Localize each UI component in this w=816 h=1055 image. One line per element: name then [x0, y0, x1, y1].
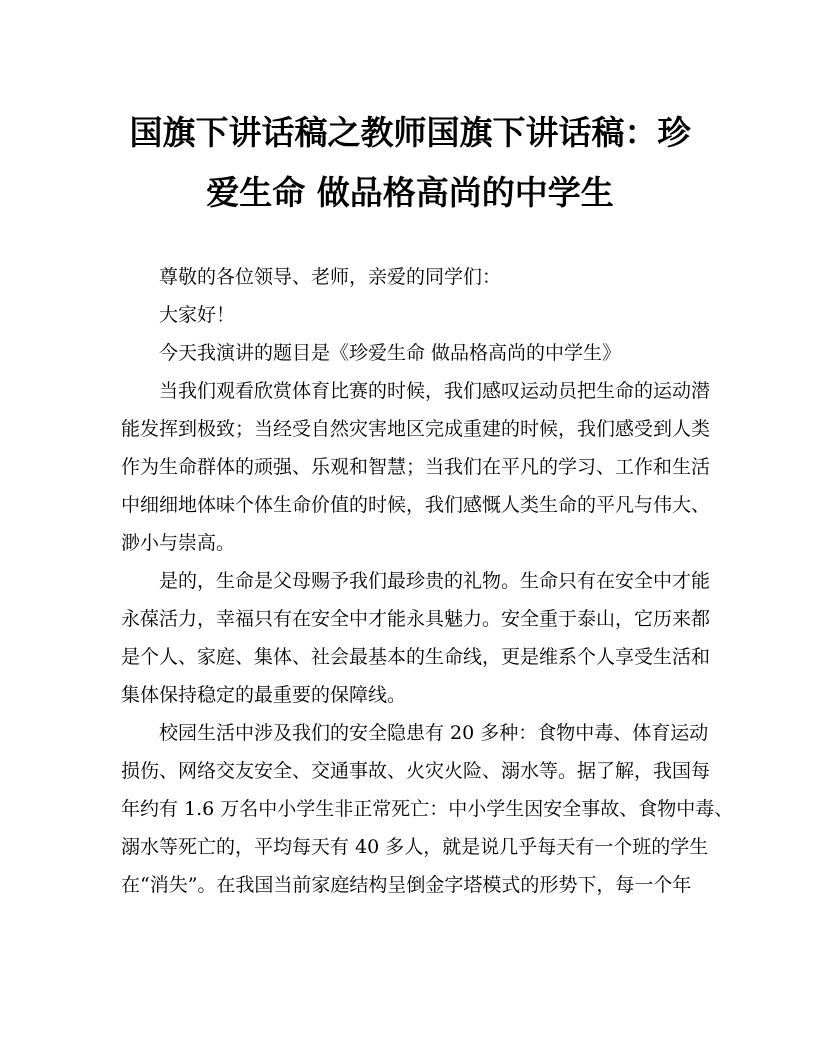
text-line: 当我们观看欣赏体育比赛的时候，我们感叹运动员把生命的运动潜	[159, 380, 711, 402]
text-line: 年约有 1.6 万名中小学生非正常死亡：中小学生因安全事故、食物中毒、	[121, 798, 734, 820]
topic-paragraph	[121, 334, 706, 372]
text-line: 损伤、网络交友安全、交通事故、火灾火险、溺水等。据了解，我国每	[121, 760, 711, 782]
text-line: 集体保持稳定的最重要的保障线。	[121, 684, 407, 706]
body-paragraph	[121, 372, 711, 562]
text-line: 是个人、家庭、集体、社会最基本的生命线，更是维系个人享受生活和	[121, 646, 711, 668]
text-line: 渺小与崇高。	[121, 532, 236, 554]
title-line: 国旗下讲话稿之教师国旗下讲话稿：珍	[129, 113, 691, 152]
text-line: 中细细地体味个体生命价值的时候，我们感慨人类生命的平凡与伟大、	[121, 494, 711, 516]
text-line: 溺水等死亡的，平均每天有 40 多人，就是说几乎每天有一个班的学生	[121, 836, 709, 858]
body-paragraph	[121, 562, 711, 714]
text-line: 在“消失”。在我国当前家庭结构呈倒金字塔模式的形势下，每一个年	[121, 874, 692, 896]
text-line: 大家好！	[159, 304, 236, 326]
title-line: 爱生命 做品格高尚的中学生	[206, 173, 614, 212]
text-line: 尊敬的各位领导、老师，亲爱的同学们：	[159, 266, 502, 288]
body-paragraph	[121, 714, 734, 904]
salutation-paragraph	[121, 258, 706, 296]
document-title	[110, 103, 710, 223]
document-body	[121, 258, 734, 904]
text-line: 能发挥到极致；当经受自然灾害地区完成重建的时候，我们感受到人类	[121, 418, 711, 440]
text-line: 今天我演讲的题目是《珍爱生命 做品格高尚的中学生》	[159, 342, 622, 364]
text-line: 校园生活中涉及我们的安全隐患有 20 多种：食物中毒、体育运动	[159, 722, 709, 744]
text-line: 作为生命群体的顽强、乐观和智慧；当我们在平凡的学习、工作和生活	[121, 456, 711, 478]
text-line: 是的，生命是父母赐予我们最珍贵的礼物。生命只有在安全中才能	[159, 570, 711, 592]
text-line: 永葆活力，幸福只有在安全中才能永具魅力。安全重于泰山，它历来都	[121, 608, 711, 630]
greeting-paragraph	[121, 296, 706, 334]
